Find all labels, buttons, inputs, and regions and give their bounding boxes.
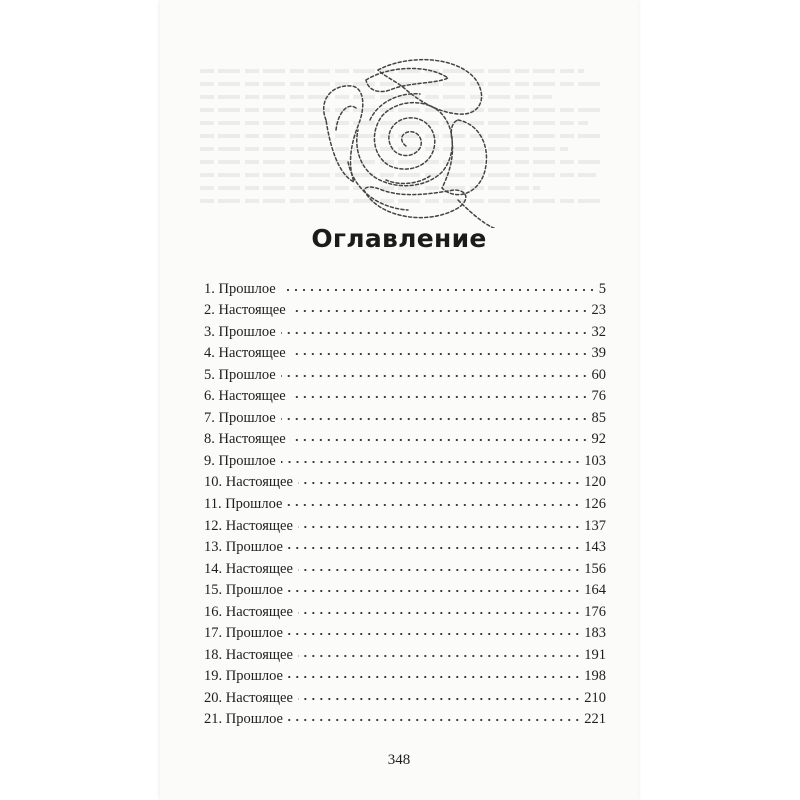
toc-entry (204, 666, 606, 688)
toc-entry (204, 515, 606, 537)
toc-entry (204, 623, 606, 645)
toc-entry-title: 9. Прошлое (204, 452, 276, 469)
toc-entry (204, 343, 606, 365)
toc-entry-page: 156 (584, 560, 606, 577)
toc-entry (204, 687, 606, 709)
toc-entry-page: 32 (591, 323, 606, 340)
dot-leader (288, 708, 581, 723)
toc-entry-page: 76 (591, 388, 606, 405)
toc-entry-title: 2. Настоящее (204, 302, 286, 319)
toc-entry-page: 120 (584, 474, 606, 491)
toc-entry-page: 85 (591, 409, 606, 426)
toc-entry (204, 429, 606, 451)
dot-leader (281, 363, 589, 378)
dot-leader (291, 428, 589, 443)
dot-leader (281, 449, 582, 464)
toc-entry-page: 103 (584, 452, 606, 469)
toc-entry-page: 23 (591, 302, 606, 319)
dot-leader (288, 536, 581, 551)
toc-entry (204, 300, 606, 322)
toc-entry-title: 8. Настоящее (204, 431, 286, 448)
toc-entry (204, 537, 606, 559)
toc-entry-title: 18. Настоящее (204, 646, 293, 663)
book-page (160, 0, 638, 800)
toc-entry-title: 4. Настоящее (204, 345, 286, 362)
table-of-contents (204, 278, 606, 730)
toc-entry-title: 7. Прошлое (204, 409, 276, 426)
toc-entry-page: 60 (591, 366, 606, 383)
toc-entry (204, 644, 606, 666)
toc-entry (204, 386, 606, 408)
toc-entry-page: 191 (584, 646, 606, 663)
dot-leader (298, 557, 581, 572)
dot-leader (288, 665, 581, 680)
toc-entry (204, 364, 606, 386)
toc-entry-title: 13. Прошлое (204, 539, 283, 556)
dot-leader (298, 600, 581, 615)
toc-entry (204, 558, 606, 580)
toc-entry-title: 5. Прошлое (204, 366, 276, 383)
toc-entry-page: 137 (584, 517, 606, 534)
toc-entry-page: 126 (584, 495, 606, 512)
toc-entry-title: 21. Прошлое (204, 711, 283, 728)
dot-leader (291, 342, 589, 357)
toc-entry-title: 1. Прошлое (204, 280, 276, 297)
toc-entry-title: 15. Прошлое (204, 582, 283, 599)
toc-entry-page: 198 (584, 668, 606, 685)
toc-entry-title: 12. Настоящее (204, 517, 293, 534)
toc-entry-page: 92 (591, 431, 606, 448)
toc-entry-page: 176 (584, 603, 606, 620)
dot-leader (298, 643, 581, 658)
toc-entry-title: 3. Прошлое (204, 323, 276, 340)
toc-entry (204, 321, 606, 343)
dot-leader (281, 406, 589, 421)
dot-leader (281, 277, 596, 292)
dot-leader (291, 385, 589, 400)
dot-leader (298, 514, 581, 529)
page-title: Оглавление (311, 224, 487, 253)
toc-entry-title: 11. Прошлое (204, 495, 283, 512)
toc-entry-title: 19. Прошлое (204, 668, 283, 685)
toc-entry-title: 14. Настоящее (204, 560, 293, 577)
toc-entry (204, 450, 606, 472)
spiral-rose-ornament (308, 50, 498, 228)
dot-leader (281, 320, 589, 335)
toc-entry-page: 221 (584, 711, 606, 728)
page-number: 348 (387, 752, 411, 768)
dot-leader (288, 622, 581, 637)
toc-entry-page: 5 (598, 280, 606, 297)
dot-leader (291, 299, 589, 314)
toc-entry-page: 164 (584, 582, 606, 599)
toc-entry-page: 39 (591, 345, 606, 362)
toc-entry-title: 6. Настоящее (204, 388, 286, 405)
toc-entry-page: 183 (584, 625, 606, 642)
toc-entry-page: 143 (584, 539, 606, 556)
toc-entry-title: 10. Настоящее (204, 474, 293, 491)
toc-entry-page: 210 (584, 689, 606, 706)
dot-leader (298, 686, 581, 701)
dot-leader (287, 492, 581, 507)
toc-entry-title: 20. Настоящее (204, 689, 293, 706)
dot-leader (288, 579, 581, 594)
toc-entry-title: 16. Настоящее (204, 603, 293, 620)
toc-entry (204, 580, 606, 602)
toc-entry (204, 278, 606, 300)
toc-entry (204, 407, 606, 429)
toc-entry (204, 709, 606, 731)
toc-entry (204, 601, 606, 623)
toc-entry (204, 472, 606, 494)
toc-entry-title: 17. Прошлое (204, 625, 283, 642)
dot-leader (298, 471, 581, 486)
toc-entry (204, 493, 606, 515)
